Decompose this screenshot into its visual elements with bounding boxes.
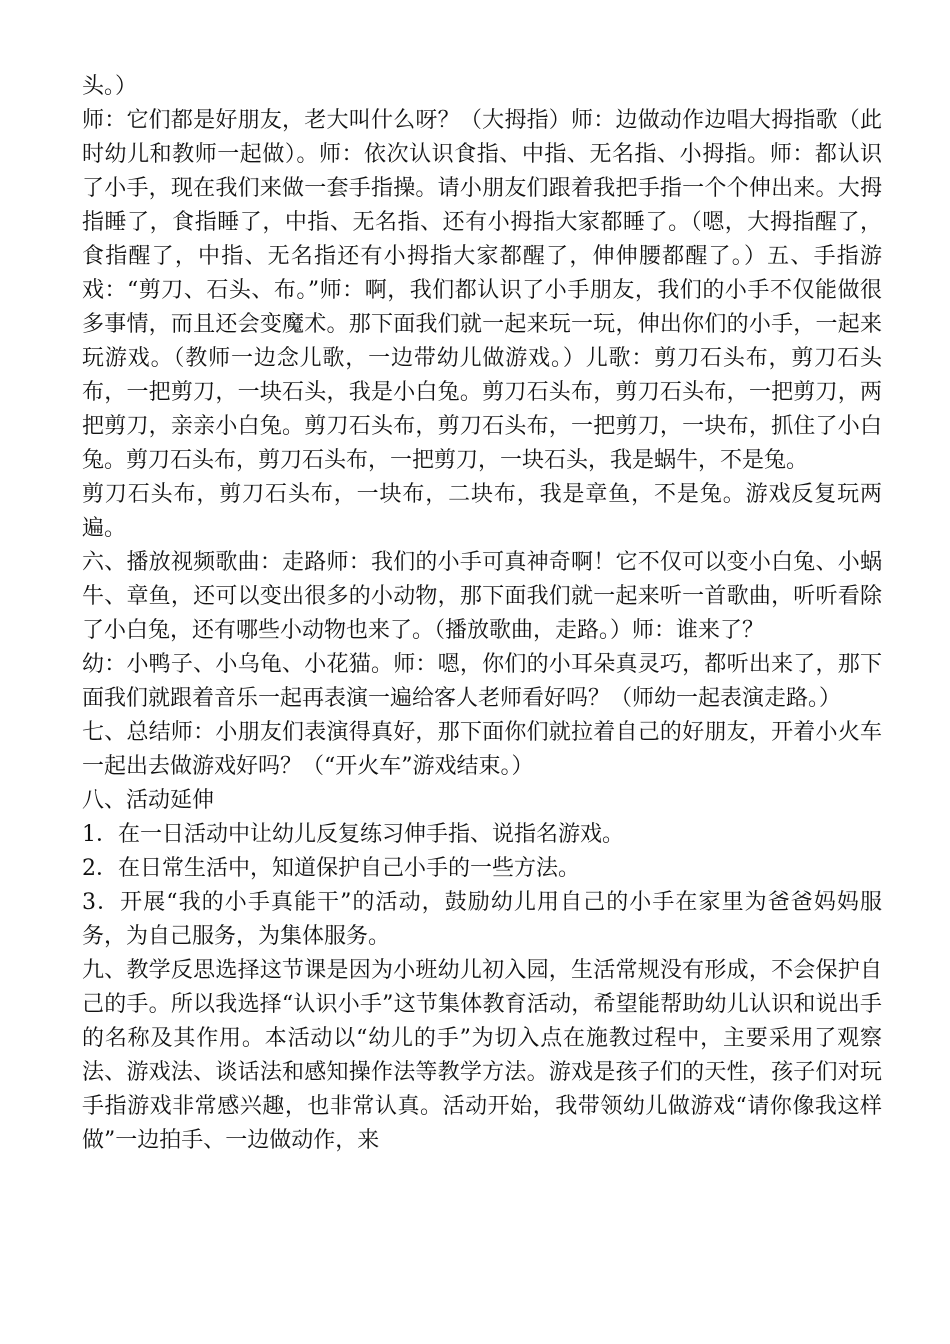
list-item-3: 3．开展“我的小手真能干”的活动，鼓励幼儿用自己的小手在家里为爸爸妈妈服务，为自己服务，为集体服务。	[82, 890, 882, 949]
paragraph-section-seven: 七、总结师：小朋友们表演得真好，那下面你们就拉着自己的好朋友，开着小火车一起出去做游戏好吗？（“开火车”游戏结束。）	[82, 720, 882, 779]
paragraph-section-nine: 九、教学反思选择这节课是因为小班幼儿初入园，生活常规没有形成，不会保护自己的手。所以我选择“认识小手”这节集体教育活动，希望能帮助幼儿认识和说出手的名称及其作用。本活动以“幼儿的手”为切入点在施教过程中，主要采用了观察法、游戏法、谈话法和感知操作法等教学方法。游戏是孩子们的天性，孩子们对玩手指游戏非常感兴趣，也非常认真。活动开始，我带领幼儿做游戏“请你像我这样做”一边拍手、一边做动作，来	[82, 958, 882, 1153]
paragraph-section-six: 六、播放视频歌曲：走路师：我们的小手可真神奇啊！它不仅可以变小白兔、小蜗牛、章鱼，还可以变出很多的小动物，那下面我们就一起来听一首歌曲，听听看除了小白兔，还有哪些小动物也来了。（播放歌曲，走路。）师：谁来了？	[82, 550, 882, 643]
paragraph-finger-games: 师：它们都是好朋友，老大叫什么呀？（大拇指）师：边做动作边唱大拇指歌（此时幼儿和教师一起做）。师：依次认识食指、中指、无名指、小拇指。师：都认识了小手，现在我们来做一套手指操。请小朋友们跟着我把手指一个个伸出来。大拇指睡了，食指睡了，中指、无名指、还有小拇指大家都睡了。（嗯，大拇指醒了，食指醒了，中指、无名指还有小拇指大家都醒了，伸伸腰都醒了。）五、手指游戏：“剪刀、石头、布。”师：啊，我们都认识了小手朋友，我们的小手不仅能做很多事情，而且还会变魔术。那下面我们就一起来玩一玩，伸出你们的小手，一起来玩游戏。（教师一边念儿歌，一边带幼儿做游戏。）儿歌：剪刀石头布，剪刀石头布，一把剪刀，一块石头，我是小白兔。剪刀石头布，剪刀石头布，一把剪刀，两把剪刀，亲亲小白兔。剪刀石头布，剪刀石头布，一把剪刀，一块布，抓住了小白兔。剪刀石头布，剪刀石头布，一把剪刀，一块石头，我是蜗牛，不是兔。	[82, 108, 882, 473]
document-page	[82, 70, 882, 1158]
paragraph-continuation: 头。）	[82, 74, 138, 99]
list-item-1: 1．在一日活动中让幼儿反复练习伸手指、说指名游戏。	[82, 822, 624, 847]
heading-section-eight: 八、活动延伸	[82, 788, 215, 813]
paragraph-rock-paper-scissors: 剪刀石头布，剪刀石头布，一块布，二块布，我是章鱼，不是兔。游戏反复玩两遍。	[82, 482, 882, 541]
paragraph-children-answer: 幼：小鸭子、小乌龟、小花猫。师：嗯，你们的小耳朵真灵巧，都听出来了，那下面我们就跟着音乐一起再表演一遍给客人老师看好吗？（师幼一起表演走路。）	[82, 652, 882, 711]
list-item-2: 2．在日常生活中，知道保护自己小手的一些方法。	[82, 856, 580, 881]
